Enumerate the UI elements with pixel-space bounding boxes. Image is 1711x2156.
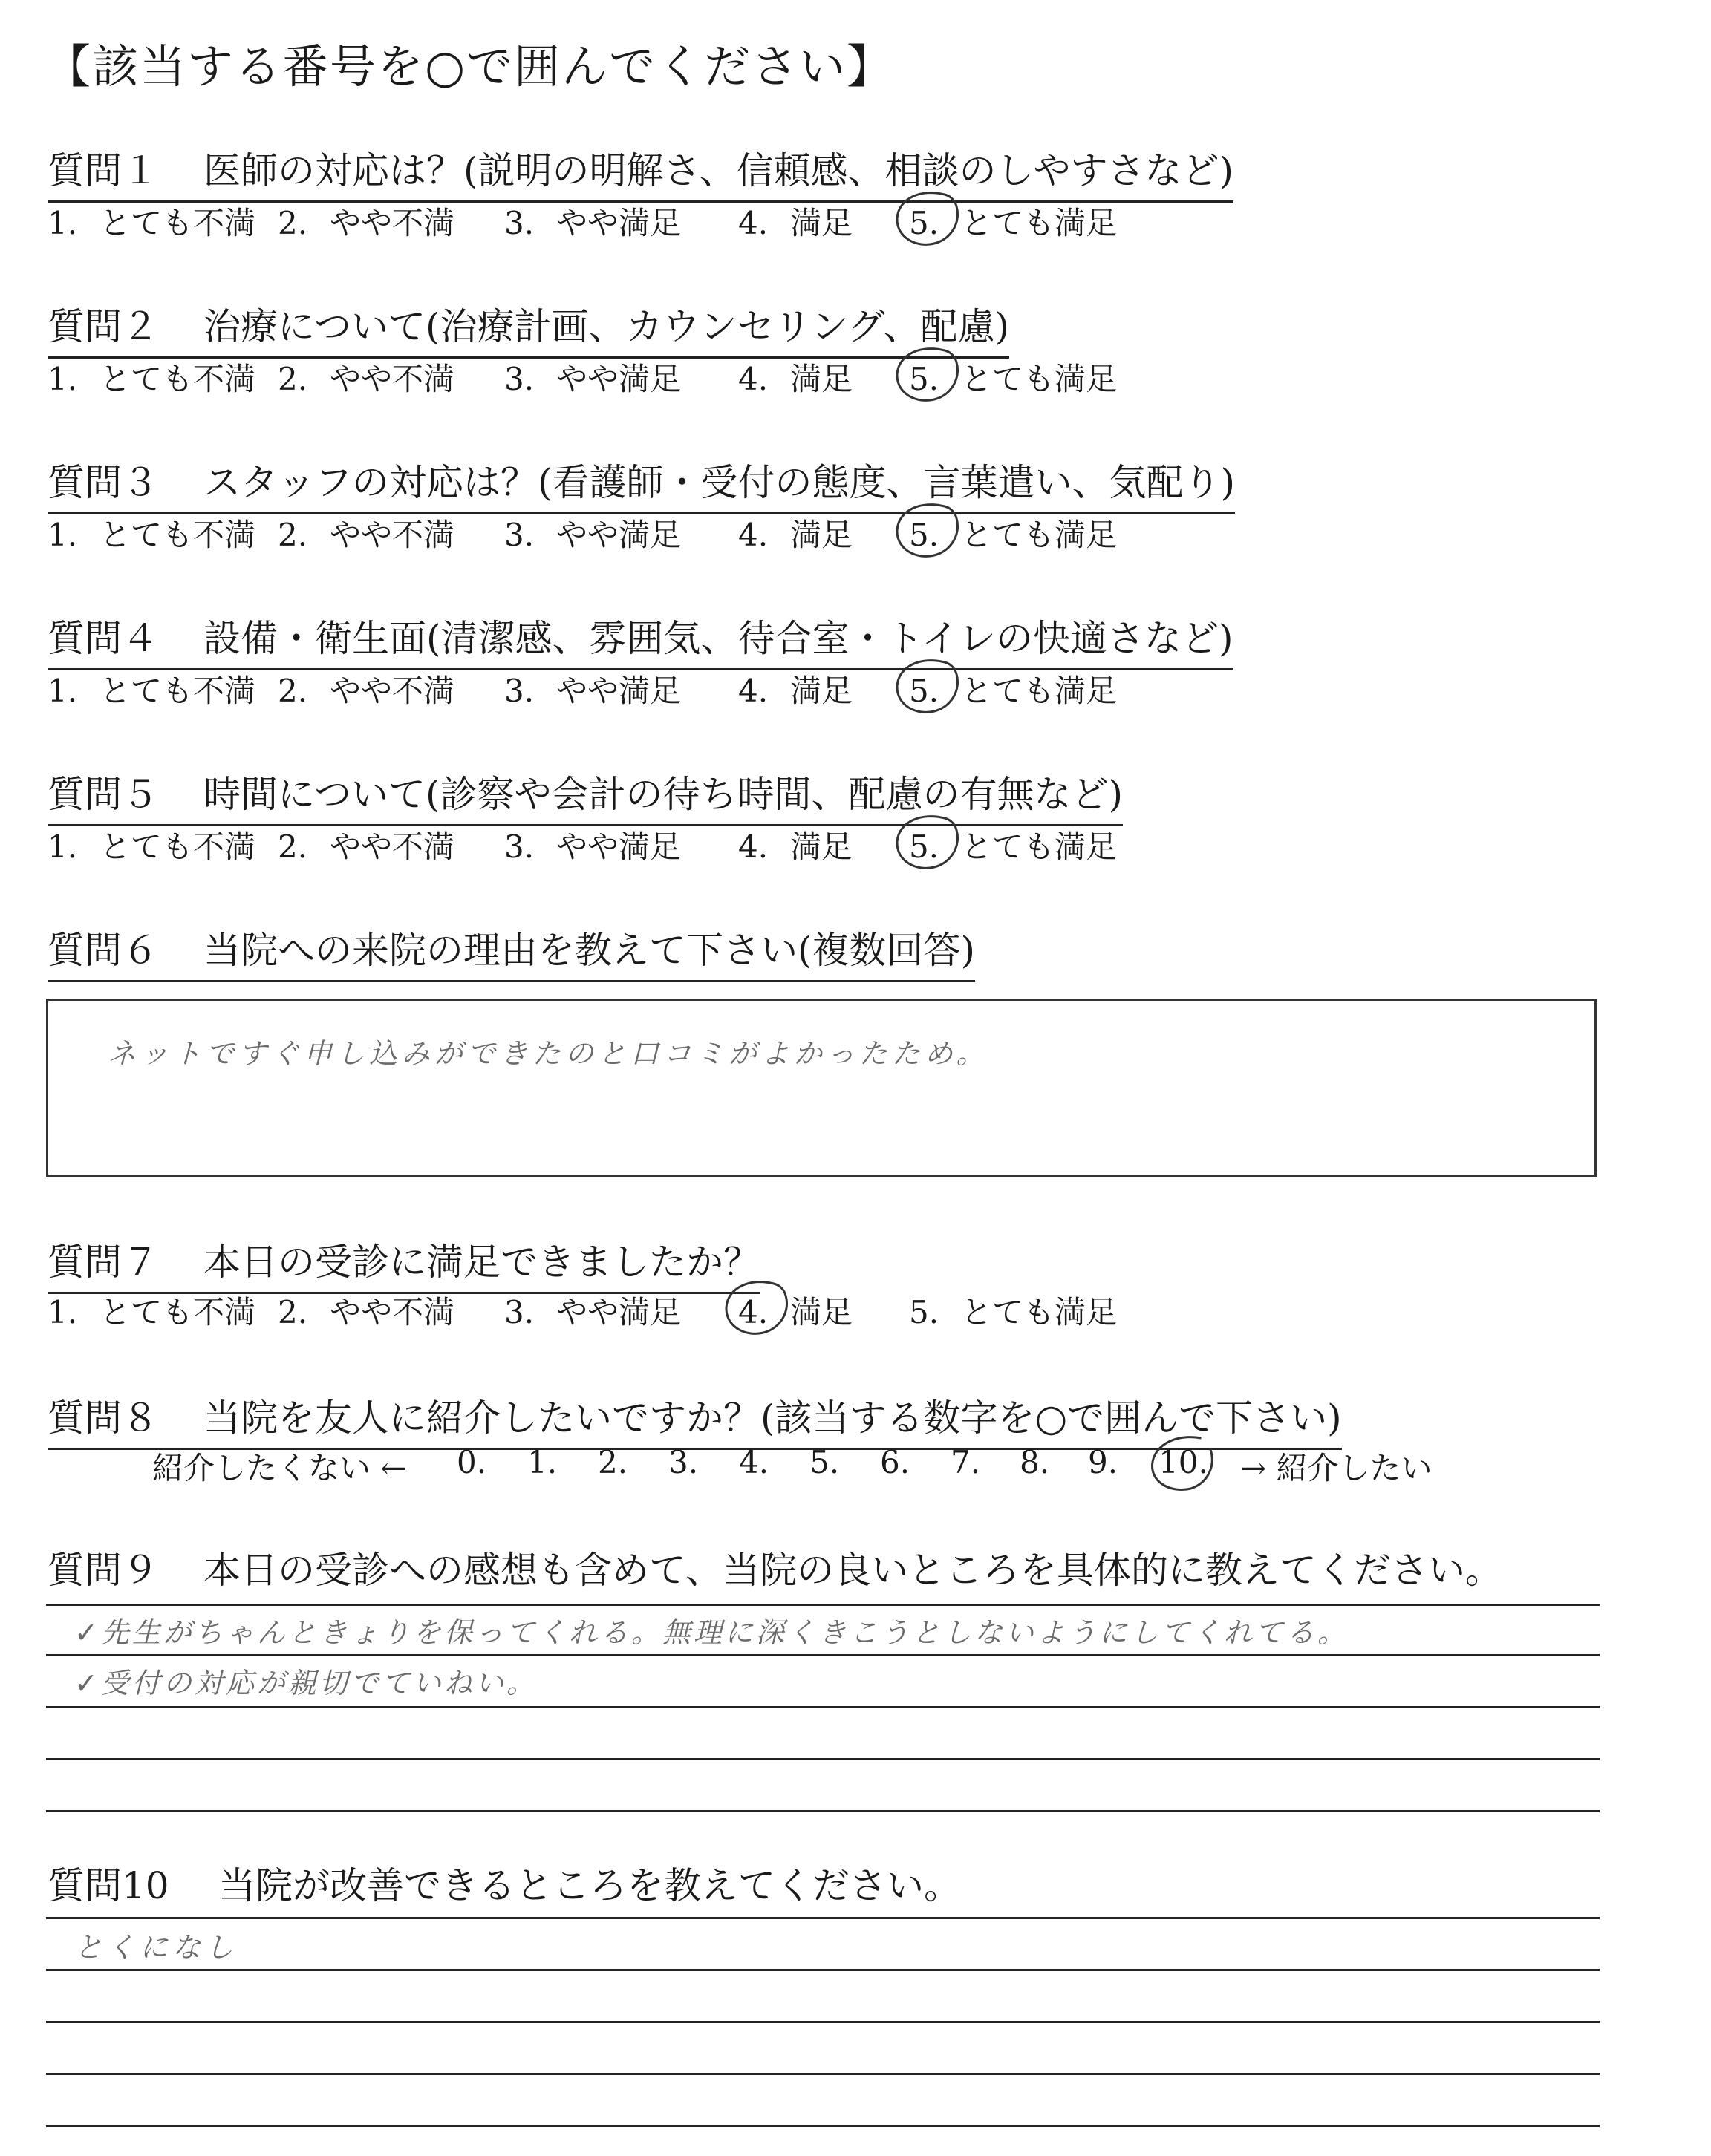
scale-value[interactable]: 9. <box>1088 1444 1118 1480</box>
question-2-heading <box>48 297 1009 359</box>
option-number: 2. <box>278 361 308 397</box>
question-6-number: 質問６ <box>48 929 159 972</box>
option-1[interactable] <box>48 511 255 555</box>
option-1[interactable] <box>48 199 255 244</box>
option-number: 4. <box>738 673 769 709</box>
page-title: 【該当する番号を○で囲んでください】 <box>45 39 895 94</box>
question-7-number: 質問７ <box>48 1241 159 1284</box>
option-number: 2. <box>278 517 308 553</box>
option-number: 5. <box>909 517 939 553</box>
option-3[interactable] <box>504 1288 681 1333</box>
option-2[interactable] <box>278 355 454 399</box>
question-10-answer: とくになし <box>74 1931 238 1964</box>
option-1[interactable] <box>48 823 255 867</box>
question-1-number: 質問１ <box>48 149 159 192</box>
option-5[interactable] <box>909 823 1117 867</box>
option-4[interactable] <box>738 199 853 244</box>
option-label: 満足 <box>790 829 853 865</box>
scale-value[interactable]: 5. <box>809 1444 840 1480</box>
option-number: 1. <box>48 205 78 241</box>
question-4-heading <box>48 609 1233 670</box>
question-6-answer: ネットですぐ申し込みができたのと口コミがよかったため。 <box>108 1037 989 1070</box>
option-number: 5. <box>909 361 939 397</box>
option-5[interactable] <box>909 355 1117 399</box>
scale-value[interactable]: 4. <box>739 1444 769 1480</box>
option-number: 1. <box>48 517 78 553</box>
question-1-text: 医師の対応は？(説明の明解さ、信頼感、相談のしやすさなど) <box>203 149 1234 192</box>
option-label: やや満足 <box>556 829 682 865</box>
question-2-text: 治療について(治療計画、カウンセリング、配慮) <box>203 305 1010 348</box>
option-5[interactable] <box>909 1288 1117 1333</box>
question-3-heading <box>48 453 1235 514</box>
option-label: とても不満 <box>100 829 256 865</box>
option-label: とても満足 <box>961 1294 1118 1330</box>
question-9-answer-1: ✓先生がちゃんときょりを保ってくれる。無理に深くきこうとしないようにしてくれてる。 <box>74 1616 1349 1649</box>
question-10-number: 質問10 <box>48 1864 169 1907</box>
question-5-text: 時間について(診察や会計の待ち時間、配慮の有無など) <box>203 773 1124 816</box>
question-3-text: スタッフの対応は？(看護師・受付の態度、言葉遣い、気配り) <box>203 461 1236 504</box>
option-3[interactable] <box>504 511 681 555</box>
option-label: とても不満 <box>100 205 256 241</box>
scale-value[interactable]: 8. <box>1020 1444 1050 1480</box>
scale-value[interactable]: 1. <box>527 1444 558 1480</box>
question-6-text: 当院への来院の理由を教えて下さい(複数回答) <box>203 929 976 972</box>
question-9-text: 本日の受診への感想も含めて、当院の良いところを具体的に教えてください。 <box>203 1549 1502 1592</box>
question-6-heading <box>48 921 975 982</box>
option-number: 1. <box>48 829 78 865</box>
option-label: とても不満 <box>100 361 256 397</box>
option-4[interactable] <box>738 511 853 555</box>
option-label: やや不満 <box>330 517 455 553</box>
option-1[interactable] <box>48 1288 255 1333</box>
answer-line <box>46 2125 1600 2127</box>
question-10-text: 当院が改善できるところを教えてください。 <box>218 1864 961 1907</box>
option-label: とても満足 <box>961 829 1118 865</box>
option-number: 5. <box>909 829 939 865</box>
option-label: とても不満 <box>100 517 256 553</box>
question-7-text: 本日の受診に満足できましたか？ <box>203 1241 760 1284</box>
option-number: 2. <box>278 1294 308 1330</box>
answer-line <box>46 1810 1600 1812</box>
option-number: 3. <box>504 517 535 553</box>
option-label: やや満足 <box>556 361 682 397</box>
scale-right-label: → 紹介したい <box>1240 1450 1433 1486</box>
option-number: 1. <box>48 1294 78 1330</box>
option-2[interactable] <box>278 1288 454 1333</box>
answer-line <box>46 1758 1600 1760</box>
option-number: 4. <box>738 1294 769 1330</box>
option-3[interactable] <box>504 355 681 399</box>
option-label: とても不満 <box>100 1294 256 1330</box>
question-8-text: 当院を友人に紹介したいですか？(該当する数字を○で囲んで下さい) <box>203 1396 1342 1440</box>
answer-line <box>46 1604 1600 1606</box>
option-2[interactable] <box>278 667 454 711</box>
scale-left-label: 紹介したくない ← <box>152 1450 407 1486</box>
scale-value[interactable]: 7. <box>951 1444 981 1480</box>
option-label: やや不満 <box>330 205 455 241</box>
option-label: 満足 <box>790 517 853 553</box>
question-5-number: 質問５ <box>48 773 159 816</box>
answer-line <box>46 2021 1600 2023</box>
option-label: 満足 <box>790 673 853 709</box>
option-4[interactable] <box>738 355 853 399</box>
answer-line <box>46 1706 1600 1708</box>
answer-line <box>46 1969 1600 1971</box>
option-label: 満足 <box>790 205 853 241</box>
option-number: 5. <box>909 205 939 241</box>
option-3[interactable] <box>504 667 681 711</box>
option-number: 4. <box>738 829 769 865</box>
question-7-heading <box>48 1232 760 1294</box>
option-label: とても不満 <box>100 673 256 709</box>
option-number: 3. <box>504 361 535 397</box>
option-4[interactable] <box>738 667 853 711</box>
option-1[interactable] <box>48 667 255 711</box>
option-label: やや満足 <box>556 205 682 241</box>
question-4-number: 質問４ <box>48 617 159 660</box>
question-3-number: 質問３ <box>48 461 159 504</box>
question-1-heading <box>48 141 1233 203</box>
option-number: 2. <box>278 673 308 709</box>
option-2[interactable] <box>278 823 454 867</box>
option-3[interactable] <box>504 199 681 244</box>
option-number: 3. <box>504 829 535 865</box>
option-label: とても満足 <box>961 673 1118 709</box>
question-8-scale <box>45 1444 1671 1489</box>
option-1[interactable] <box>48 355 255 399</box>
answer-line <box>46 2073 1600 2075</box>
option-label: やや不満 <box>330 829 455 865</box>
question-9-heading <box>48 1541 1502 1600</box>
option-number: 5. <box>909 673 939 709</box>
option-label: 満足 <box>790 361 853 397</box>
option-3[interactable] <box>504 823 681 867</box>
option-number: 2. <box>278 205 308 241</box>
option-label: やや不満 <box>330 361 455 397</box>
scale-value[interactable]: 2. <box>598 1444 628 1480</box>
question-6-answer-box[interactable] <box>46 999 1597 1177</box>
question-10-heading <box>48 1856 961 1915</box>
option-number: 3. <box>504 1294 535 1330</box>
option-2[interactable] <box>278 199 454 244</box>
option-label: やや満足 <box>556 673 682 709</box>
option-number: 5. <box>909 1294 939 1330</box>
option-number: 4. <box>738 205 769 241</box>
option-number: 4. <box>738 361 769 397</box>
option-number: 2. <box>278 829 308 865</box>
option-2[interactable] <box>278 511 454 555</box>
question-8-heading <box>48 1388 1342 1450</box>
scale-value[interactable]: 10. <box>1158 1444 1208 1480</box>
option-4[interactable] <box>738 1288 853 1333</box>
question-9-answer-2: ✓受付の対応が親切でていねい。 <box>74 1667 538 1699</box>
scale-value[interactable]: 6. <box>880 1444 910 1480</box>
option-label: やや満足 <box>556 517 682 553</box>
option-number: 1. <box>48 361 78 397</box>
option-5[interactable] <box>909 667 1117 711</box>
option-number: 1. <box>48 673 78 709</box>
option-label: やや不満 <box>330 673 455 709</box>
option-label: やや不満 <box>330 1294 455 1330</box>
option-label: とても満足 <box>961 517 1118 553</box>
answer-line <box>46 1917 1600 1919</box>
option-number: 3. <box>504 673 535 709</box>
option-5[interactable] <box>909 199 1117 244</box>
option-5[interactable] <box>909 511 1117 555</box>
question-9-number: 質問９ <box>48 1549 159 1592</box>
option-number: 4. <box>738 517 769 553</box>
scale-value[interactable]: 0. <box>457 1444 487 1480</box>
option-label: やや満足 <box>556 1294 682 1330</box>
scale-value[interactable]: 3. <box>668 1444 699 1480</box>
question-8-number: 質問８ <box>48 1396 159 1440</box>
question-2-number: 質問２ <box>48 305 159 348</box>
option-4[interactable] <box>738 823 853 867</box>
option-label: 満足 <box>790 1294 853 1330</box>
question-4-text: 設備・衛生面(清潔感、雰囲気、待合室・トイレの快適さなど) <box>203 617 1233 660</box>
option-label: とても満足 <box>961 205 1118 241</box>
answer-line <box>46 1654 1600 1656</box>
option-label: とても満足 <box>961 361 1118 397</box>
question-5-heading <box>48 765 1123 826</box>
option-number: 3. <box>504 205 535 241</box>
